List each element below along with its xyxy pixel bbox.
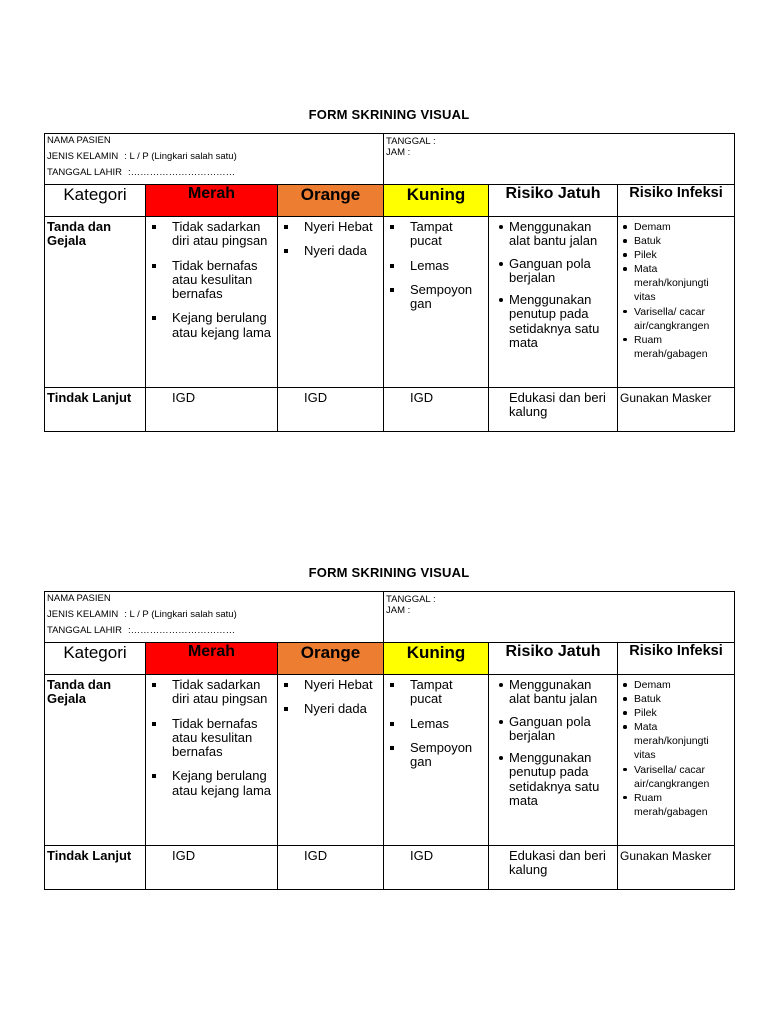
list-item: Lemas [384, 717, 488, 731]
tanggal-label: TANGGAL : [386, 136, 436, 147]
list-item: Ganguan pola berjalan [489, 715, 617, 744]
date-time-cell [384, 592, 735, 643]
list-item: Pilek [618, 248, 734, 262]
list-item: Tidak bernafas atau kesulitan bernafas [146, 717, 277, 760]
list-item: Kejang berulang atau kejang lama [146, 311, 277, 340]
tindak-lanjut-merah: IGD [172, 390, 196, 405]
list-item: Nyeri Hebat [278, 678, 383, 692]
tindak-lanjut-risiko-infeksi: Gunakan Masker [620, 391, 712, 405]
form-title: FORM SKRINING VISUAL [308, 565, 470, 580]
list-item: Tampat pucat [384, 220, 488, 249]
header-orange: Orange [278, 185, 384, 217]
gejala-risiko-infeksi-cell [618, 217, 735, 388]
header-kategori: Kategori [45, 643, 146, 675]
header-kategori: Kategori [45, 185, 146, 217]
list-item: Varisella/ cacar air/cangkrangen [618, 763, 734, 791]
gejala-risiko-infeksi-list [618, 217, 734, 361]
tindak-lanjut-kuning: IGD [410, 848, 434, 863]
gejala-merah-list [146, 217, 277, 340]
tindak-lanjut-risiko-jatuh: Edukasi dan beri kalung [509, 848, 606, 877]
list-item: Sempoyon gan [384, 283, 488, 312]
screening-table [44, 133, 735, 432]
category-header-row [45, 643, 735, 675]
tindak-lanjut-risiko-infeksi: Gunakan Masker [620, 849, 712, 863]
gejala-risiko-jatuh-list [489, 217, 617, 350]
tindak-lanjut-label: Tindak Lanjut [45, 846, 146, 890]
tanda-gejala-row [45, 217, 735, 388]
list-item: Tidak sadarkan diri atau pingsan [146, 220, 277, 249]
gejala-merah-cell [146, 675, 278, 846]
list-item: Varisella/ cacar air/cangkrangen [618, 305, 734, 333]
header-risiko-jatuh: Risiko Jatuh [489, 185, 618, 217]
gejala-risiko-jatuh-cell [489, 217, 618, 388]
patient-info-row [45, 134, 735, 185]
patient-info-cell [45, 134, 384, 185]
tindak-lanjut-row [45, 846, 735, 890]
jenis-kelamin-value: : L / P (Lingkari salah satu) [124, 151, 237, 162]
header-merah: Merah [146, 185, 278, 217]
tindak-lanjut-orange: IGD [304, 390, 328, 405]
patient-info-cell [45, 592, 384, 643]
list-item: Batuk [618, 692, 734, 706]
list-item: Menggunakan penutup pada setidaknya satu mata [489, 751, 617, 808]
date-time-cell [384, 134, 735, 185]
gejala-merah-cell [146, 217, 278, 388]
list-item: Nyeri dada [278, 244, 383, 258]
jam-label: JAM : [386, 605, 411, 616]
list-item: Ruam merah/gabagen [618, 791, 734, 819]
header-merah: Merah [146, 643, 278, 675]
jenis-kelamin-label: JENIS KELAMIN [47, 151, 119, 162]
tindak-lanjut-risiko-jatuh: Edukasi dan beri kalung [509, 390, 606, 419]
jenis-kelamin-label: JENIS KELAMIN [47, 609, 119, 620]
list-item: Nyeri Hebat [278, 220, 383, 234]
header-risiko-jatuh: Risiko Jatuh [489, 643, 618, 675]
tindak-lanjut-orange: IGD [304, 848, 328, 863]
list-item: Kejang berulang atau kejang lama [146, 769, 277, 798]
tanggal-lahir-value: :…………………………… [127, 167, 236, 178]
nama-pasien-label: NAMA PASIEN [47, 593, 111, 604]
gejala-risiko-infeksi-list [618, 675, 734, 819]
tanda-gejala-label: Tanda dan Gejala [45, 675, 146, 846]
list-item: Mata merah/konjungti vitas [618, 720, 734, 762]
tindak-lanjut-kuning: IGD [410, 390, 434, 405]
gejala-orange-cell [278, 675, 384, 846]
patient-info-row [45, 592, 735, 643]
gejala-orange-list [278, 217, 383, 259]
tanggal-lahir-label: TANGGAL LAHIR [47, 167, 122, 178]
screening-table [44, 591, 735, 890]
gejala-merah-list [146, 675, 277, 798]
list-item: Menggunakan penutup pada setidaknya satu mata [489, 293, 617, 350]
list-item: Batuk [618, 234, 734, 248]
tanda-gejala-label: Tanda dan Gejala [45, 217, 146, 388]
gejala-risiko-jatuh-list [489, 675, 617, 808]
list-item: Ganguan pola berjalan [489, 257, 617, 286]
gejala-orange-list [278, 675, 383, 717]
tanggal-lahir-label: TANGGAL LAHIR [47, 625, 122, 636]
gejala-risiko-jatuh-cell [489, 675, 618, 846]
form-title: FORM SKRINING VISUAL [308, 107, 470, 122]
list-item: Pilek [618, 706, 734, 720]
gejala-orange-cell [278, 217, 384, 388]
gejala-kuning-list [384, 217, 488, 311]
tanda-gejala-row [45, 675, 735, 846]
list-item: Nyeri dada [278, 702, 383, 716]
header-orange: Orange [278, 643, 384, 675]
tindak-lanjut-row [45, 388, 735, 432]
gejala-kuning-cell [384, 675, 489, 846]
jenis-kelamin-value: : L / P (Lingkari salah satu) [124, 609, 237, 620]
tindak-lanjut-label: Tindak Lanjut [45, 388, 146, 432]
header-kuning: Kuning [384, 643, 489, 675]
jam-label: JAM : [386, 147, 411, 158]
list-item: Tampat pucat [384, 678, 488, 707]
list-item: Demam [618, 678, 734, 692]
list-item: Tidak bernafas atau kesulitan bernafas [146, 259, 277, 302]
gejala-risiko-infeksi-cell [618, 675, 735, 846]
list-item: Menggunakan alat bantu jalan [489, 220, 617, 249]
gejala-kuning-cell [384, 217, 489, 388]
tanggal-lahir-value: :…………………………… [127, 625, 236, 636]
list-item: Demam [618, 220, 734, 234]
list-item: Ruam merah/gabagen [618, 333, 734, 361]
list-item: Mata merah/konjungti vitas [618, 262, 734, 304]
tanggal-label: TANGGAL : [386, 594, 436, 605]
nama-pasien-label: NAMA PASIEN [47, 135, 111, 146]
header-risiko-infeksi: Risiko Infeksi [618, 643, 735, 675]
header-risiko-infeksi: Risiko Infeksi [618, 185, 735, 217]
list-item: Lemas [384, 259, 488, 273]
tindak-lanjut-merah: IGD [172, 848, 196, 863]
gejala-kuning-list [384, 675, 488, 769]
category-header-row [45, 185, 735, 217]
list-item: Tidak sadarkan diri atau pingsan [146, 678, 277, 707]
list-item: Menggunakan alat bantu jalan [489, 678, 617, 707]
header-kuning: Kuning [384, 185, 489, 217]
list-item: Sempoyon gan [384, 741, 488, 770]
